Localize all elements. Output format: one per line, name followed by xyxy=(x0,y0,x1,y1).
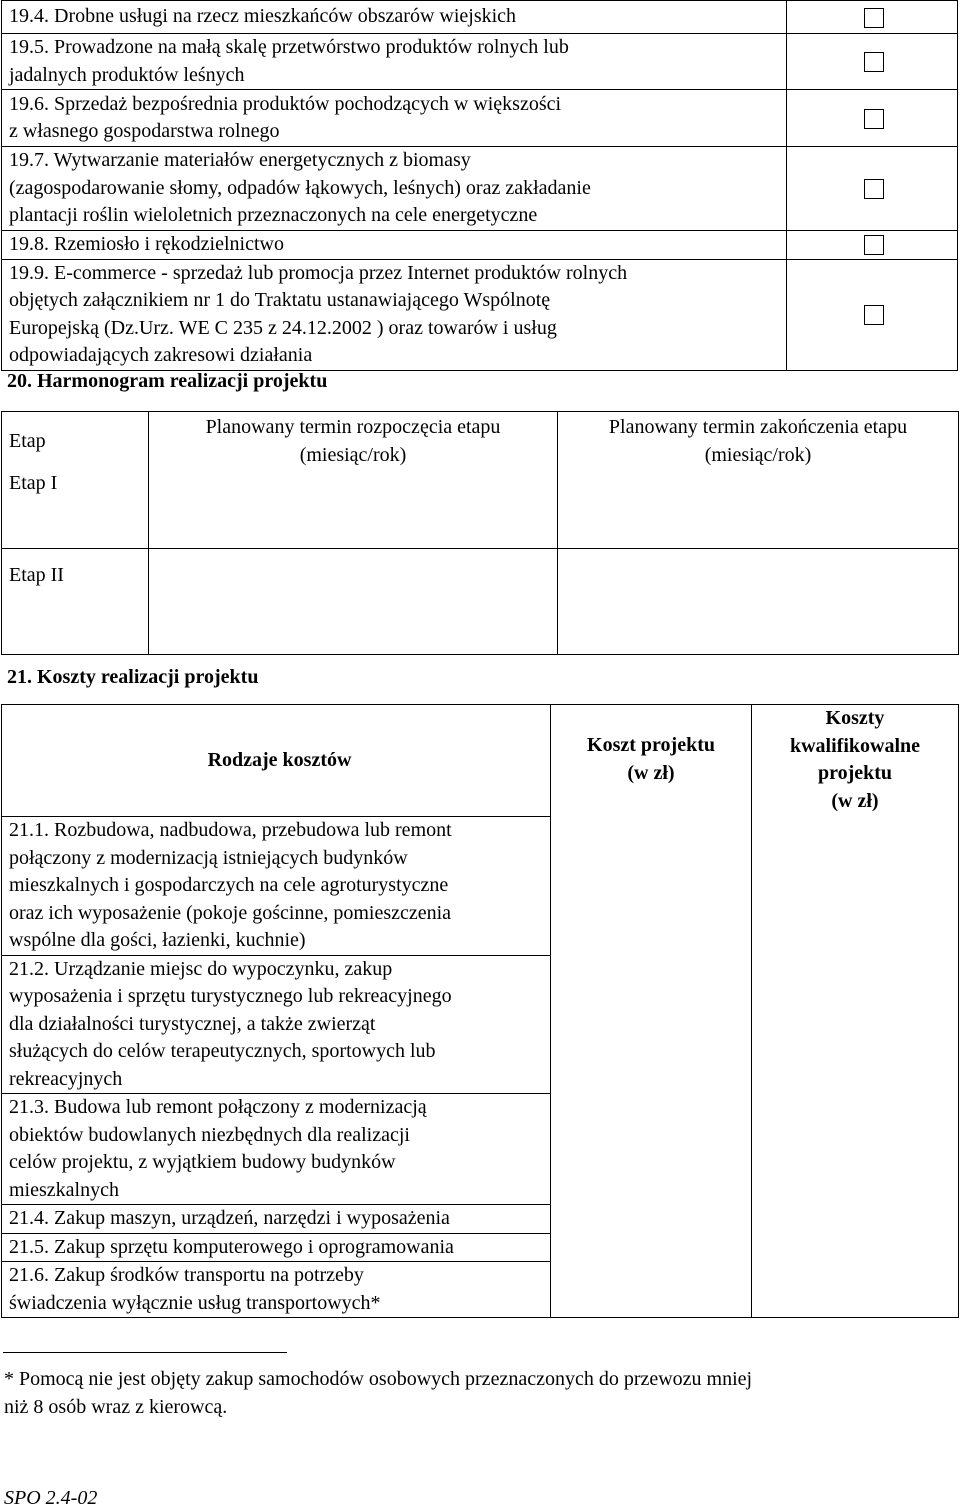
cost-type-label: 21.6. Zakup środków transportu na potrzeby świadczenia wyłącznie usług transportowych* xyxy=(2,1262,551,1318)
section-20-title: 20. Harmonogram realizacji projektu xyxy=(7,370,328,392)
checkbox[interactable] xyxy=(864,52,884,72)
section-21-title: 21. Koszty realizacji projektu xyxy=(7,666,259,688)
checklist-row xyxy=(2,1,958,34)
etap-1-label: Etap I xyxy=(9,472,58,494)
checklist-row xyxy=(2,147,958,231)
end-date-header: Planowany termin zakończenia etapu (miesiąc/rok) xyxy=(608,416,908,466)
etap-header: Etap xyxy=(9,430,46,452)
schedule-row-etap-2 xyxy=(2,549,959,655)
checkbox[interactable] xyxy=(864,109,884,129)
start-date-cell[interactable] xyxy=(149,412,558,549)
checklist-label: 19.5. Prowadzone na małą skalę przetwórstwo produktów rolnych lub jadalnych produktów leśnych xyxy=(2,34,787,90)
schedule-table xyxy=(1,411,959,655)
cost-type-label: 21.2. Urządzanie miejsc do wypoczynku, zakup wyposażenia i sprzętu turystycznego lub rekreacyjnego dla działalności turystycznej, a także zwierząt służących do celów terapeutycznych, sportowych lub rekreacyjnych xyxy=(2,955,551,1094)
document-code: SPO 2.4-02 xyxy=(4,1487,98,1509)
checklist-row xyxy=(2,90,958,147)
footnote-divider xyxy=(3,1352,287,1353)
end-date-cell[interactable] xyxy=(558,412,959,549)
checklist-label: 19.7. Wytwarzanie materiałów energetycznych z biomasy (zagospodarowanie słomy, odpadów łąkowych, leśnych) oraz zakładanie plantacji roślin wieloletnich przeznaczonych na cele energetyczne xyxy=(2,147,787,231)
cost-type-label: 21.3. Budowa lub remont połączony z modernizacją obiektów budowlanych niezbędnych dla realizacji celów projektu, z wyjątkiem budowy budynków mieszkalnych xyxy=(2,1094,551,1205)
checklist-label: 19.9. E-commerce - sprzedaż lub promocja przez Internet produktów rolnych objętych załącznikiem nr 1 do Traktatu ustanawiającego Wspólnotę Europejską (Dz.Urz. WE C 235 z 24.12.2002 ) oraz towarów i usług odpowiadających zakresowi działania xyxy=(2,259,787,370)
checkbox[interactable] xyxy=(864,179,884,199)
checklist-label: 19.4. Drobne usługi na rzecz mieszkańców obszarów wiejskich xyxy=(2,1,787,34)
costs-header-row xyxy=(2,705,959,817)
schedule-row-etap-1 xyxy=(2,412,959,549)
checklist-row xyxy=(2,34,958,90)
costs-table xyxy=(1,704,959,1318)
start-date-cell[interactable] xyxy=(149,549,558,655)
checkbox[interactable] xyxy=(864,235,884,255)
cost-type-label: 21.5. Zakup sprzętu komputerowego i oprogramowania xyxy=(2,1233,551,1262)
checklist-label: 19.8. Rzemiosło i rękodzielnictwo xyxy=(2,231,787,260)
etap-cell xyxy=(2,412,149,549)
cost-type-label: 21.1. Rozbudowa, nadbudowa, przebudowa lub remont połączony z modernizacją istniejących budynków mieszkalnych i gospodarczych na cele agroturystyczne oraz ich wyposażenie (pokoje gościnne, pomieszczenia wspólne dla gości, łazienki, kuchnie) xyxy=(2,817,551,956)
cost-types-header: Rodzaje kosztów xyxy=(2,705,551,817)
checklist-row xyxy=(2,231,958,260)
etap-cell xyxy=(2,549,149,655)
start-date-header: Planowany termin rozpoczęcia etapu (miesiąc/rok) xyxy=(205,416,501,466)
checkbox[interactable] xyxy=(864,305,884,325)
qualified-cost-column[interactable]: Koszty kwalifikowalne projektu (w zł) xyxy=(752,705,959,1318)
project-cost-column[interactable]: Koszt projektu (w zł) xyxy=(551,705,752,1318)
checklist-row xyxy=(2,259,958,370)
checkbox[interactable] xyxy=(864,8,884,28)
end-date-cell[interactable] xyxy=(558,549,959,655)
footnote: * Pomocą nie jest objęty zakup samochodów osobowych przeznaczonych do przewozu mniej niż 8 osób wraz z kierowcą. xyxy=(4,1368,753,1418)
activity-checklist-table xyxy=(1,0,958,371)
checklist-label: 19.6. Sprzedaż bezpośrednia produktów pochodzących w większości z własnego gospodarstwa rolnego xyxy=(2,90,787,147)
etap-2-label: Etap II xyxy=(9,564,64,586)
cost-type-label: 21.4. Zakup maszyn, urządzeń, narzędzi i wyposażenia xyxy=(2,1205,551,1234)
